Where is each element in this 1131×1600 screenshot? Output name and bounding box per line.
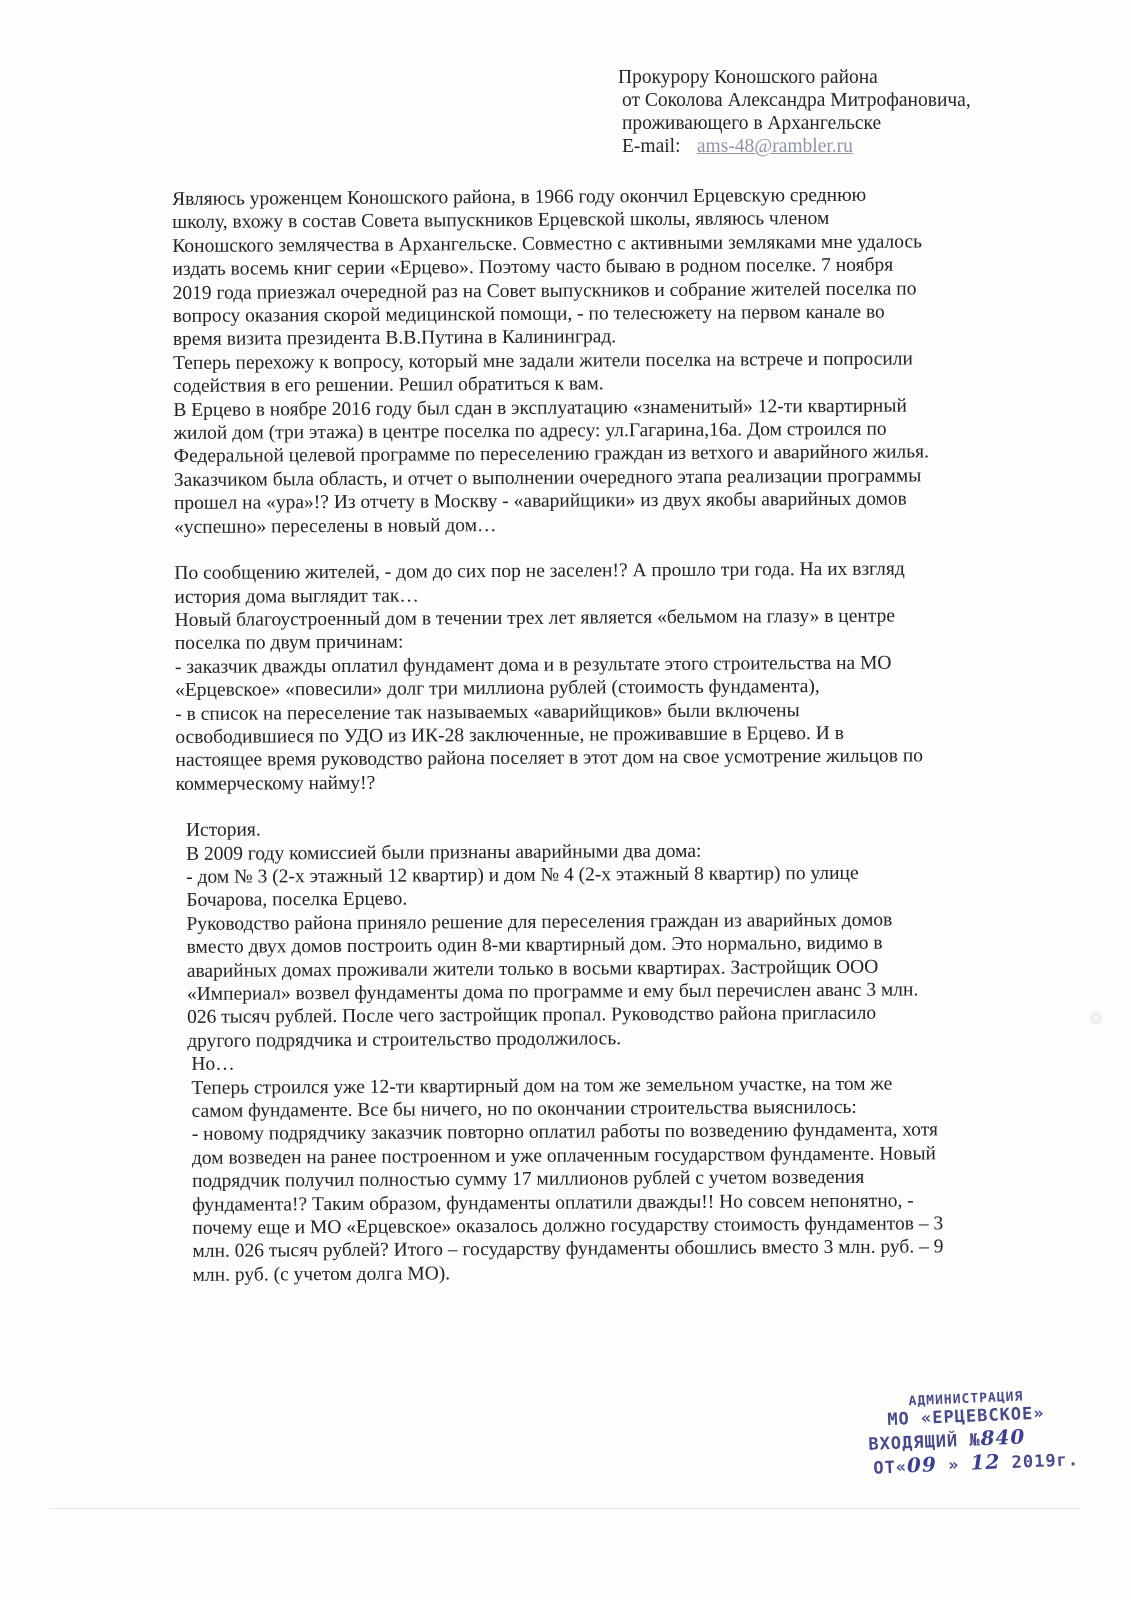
scan-edge-line <box>50 1508 1080 1509</box>
body-line: Федеральной целевой программе по переселению граждан из ветхого и аварийного жилья. <box>173 441 930 468</box>
body-line: - заказчик дважды оплатил фундамент дома и в результате этого строительства на МО <box>174 652 892 678</box>
body-line: - в список на переселение так называемых «аварийщиков» были включены <box>175 699 800 725</box>
stamp-date-month: 12 <box>970 1449 1001 1475</box>
body-line: вместо двух домов построить один 8-ми квартирный дом. Это нормально, видимо в <box>186 932 883 959</box>
body-line: поселка по двум причинам: <box>174 631 404 655</box>
body-line: история дома выглядит так… <box>174 584 419 608</box>
body-line: В 2009 году комиссией были признаны аварийными два дома: <box>186 840 702 865</box>
body-line: По сообщению жителей, - дом до сих пор не заселен!? А прошло три года. На их взгляд <box>174 558 905 585</box>
stamp-date-sep: » <box>947 1455 960 1476</box>
body-line: Являюсь уроженцем Коношского района, в 1966 году окончил Ерцевскую среднюю <box>172 184 867 210</box>
stamp-admin: АДМИНИСТРАЦИЯ <box>908 1389 1024 1410</box>
body-line: настоящее время руководство района поселяет в этот дом на свое усмотрение жильцов по <box>175 745 924 772</box>
stamp-date-year: 2019г. <box>1011 1450 1080 1473</box>
body-line: млн. 026 тысяч рублей? Итого – государству фундаменты обошлись вместо 3 млн. руб. – 9 <box>192 1236 944 1263</box>
body-line: - дом № 3 (2-х этажный 12 квартир) и дом № 4 (2-х этажный 8 квартир) по улице <box>186 862 859 888</box>
body-line: «Ерцевское» «повесили» долг три миллиона рублей (стоимость фундамента), <box>175 676 820 702</box>
body-line: Руководство района приняло решение для переселения граждан из аварийных домов <box>186 909 893 935</box>
email-label: E-mail: <box>622 136 681 157</box>
stamp-incoming-number: 840 <box>980 1424 1026 1451</box>
body-line: фундамента!? Таким образом, фундаменты оплатили дважды!! Но совсем непонятно, - <box>192 1190 914 1216</box>
stamp-date-day: 09 <box>906 1452 938 1478</box>
stamp-organization: МО «ЕРЦЕВСКОЕ» <box>886 1403 1045 1431</box>
addressee-line: Прокурору Коношского района <box>618 67 878 88</box>
body-line: подрядчик получил полностью сумму 17 миллионов рублей с учетом возведения <box>192 1167 865 1193</box>
body-line: Новый благоустроенный дом в течении трех лет является «бельмом на глазу» в центре <box>174 605 896 631</box>
body-line: освободившиеся по УДО из ИК-28 заключенные, не проживавшие в Ерцево. И в <box>175 722 844 748</box>
body-line: жилой дом (три этажа) в центре поселка по адресу: ул.Гагарина,16а. Дом строился по <box>173 418 887 445</box>
body-line: Но… <box>191 1053 235 1076</box>
body-line: вопросу оказания скорой медицинской помощи, - по телесюжету на первом канале во <box>172 301 885 328</box>
body-line: дом возведен на ранее построенном и уже оплаченным государством фундаменте. Новый <box>191 1143 937 1169</box>
residence-line: проживающего в Архангельске <box>622 113 882 134</box>
body-line: - новому подрядчику заказчик повторно оплатил работы по возведению фундамента, хотя <box>191 1119 939 1146</box>
body-line: Бочарова, поселка Ерцево. <box>186 888 408 912</box>
letter-body <box>172 183 1039 1288</box>
email-link[interactable]: ams-48@rambler.ru <box>696 136 853 157</box>
body-line: Заказчиком была область, и отчет о выполнении очередного этапа реализации программы <box>173 465 922 491</box>
registration-stamp <box>860 1388 1080 1479</box>
body-line: прошел на «ура»!? Из отчету в Москву - «аварийщики» из двух якобы аварийных домов <box>173 488 907 515</box>
body-line: коммерческому найму!? <box>175 772 376 795</box>
body-line: время визита президента В.В.Путина в Калининград. <box>172 326 617 351</box>
punch-hole-mark <box>1090 1012 1102 1024</box>
body-line: Теперь строился уже 12-ти квартирный дом на том же земельном участке, на том же <box>191 1073 893 1099</box>
body-line: Коношского землячества в Архангельске. Совместно с активными земляками мне удалось <box>172 231 923 257</box>
body-line: «успешно» переселены в новый дом… <box>174 514 497 538</box>
body-line: школу, вхожу в состав Совета выпускников Ерцевской школы, являюсь членом <box>172 208 830 234</box>
body-line: 026 тысяч рублей. После чего застройщик пропал. Руководство района пригласило <box>187 1003 877 1029</box>
stamp-incoming-label: ВХОДЯЩИЙ № <box>867 1430 982 1455</box>
body-line: аварийных домах проживали жители только в восьми квартирах. Застройщик ООО <box>186 956 879 982</box>
section-heading: История. <box>185 819 261 842</box>
body-line: В Ерцево в ноябре 2016 году был сдан в эксплуатацию «знаменитый» 12-ти квартирный <box>173 395 907 421</box>
stamp-date-prefix: ОТ« <box>872 1457 908 1479</box>
body-line: 2019 года приезжал очередной раз на Совет выпускников и собрание жителей поселка по <box>172 278 917 304</box>
email-line <box>618 135 971 158</box>
body-line: издать восемь книг серии «Ерцево». Поэтому часто бываю в родном поселке. 7 ноября <box>172 254 894 281</box>
body-line: содействия в его решении. Решил обратиться к вам. <box>173 373 604 398</box>
body-line: почему еще и МО «Ерцевское» оказалось должно государству стоимость фундаментов – 3 <box>192 1213 944 1239</box>
body-line: «Империал» возвел фундаменты дома по программе и ему был перечислен аванс 3 млн. <box>186 979 919 1005</box>
sender-line: от Соколова Александра Митрофановича, <box>622 90 971 111</box>
body-line: Теперь перехожу к вопросу, который мне задали жители поселка на встрече и попросили <box>173 348 914 374</box>
addressee-block <box>618 66 971 158</box>
body-line: млн. руб. (с учетом долга МО). <box>192 1263 451 1286</box>
body-line: самом фундаменте. Все бы ничего, но по окончании строительства выяснилось: <box>191 1096 857 1122</box>
body-line: другого подрядчика и строительство продолжилось. <box>187 1028 622 1052</box>
